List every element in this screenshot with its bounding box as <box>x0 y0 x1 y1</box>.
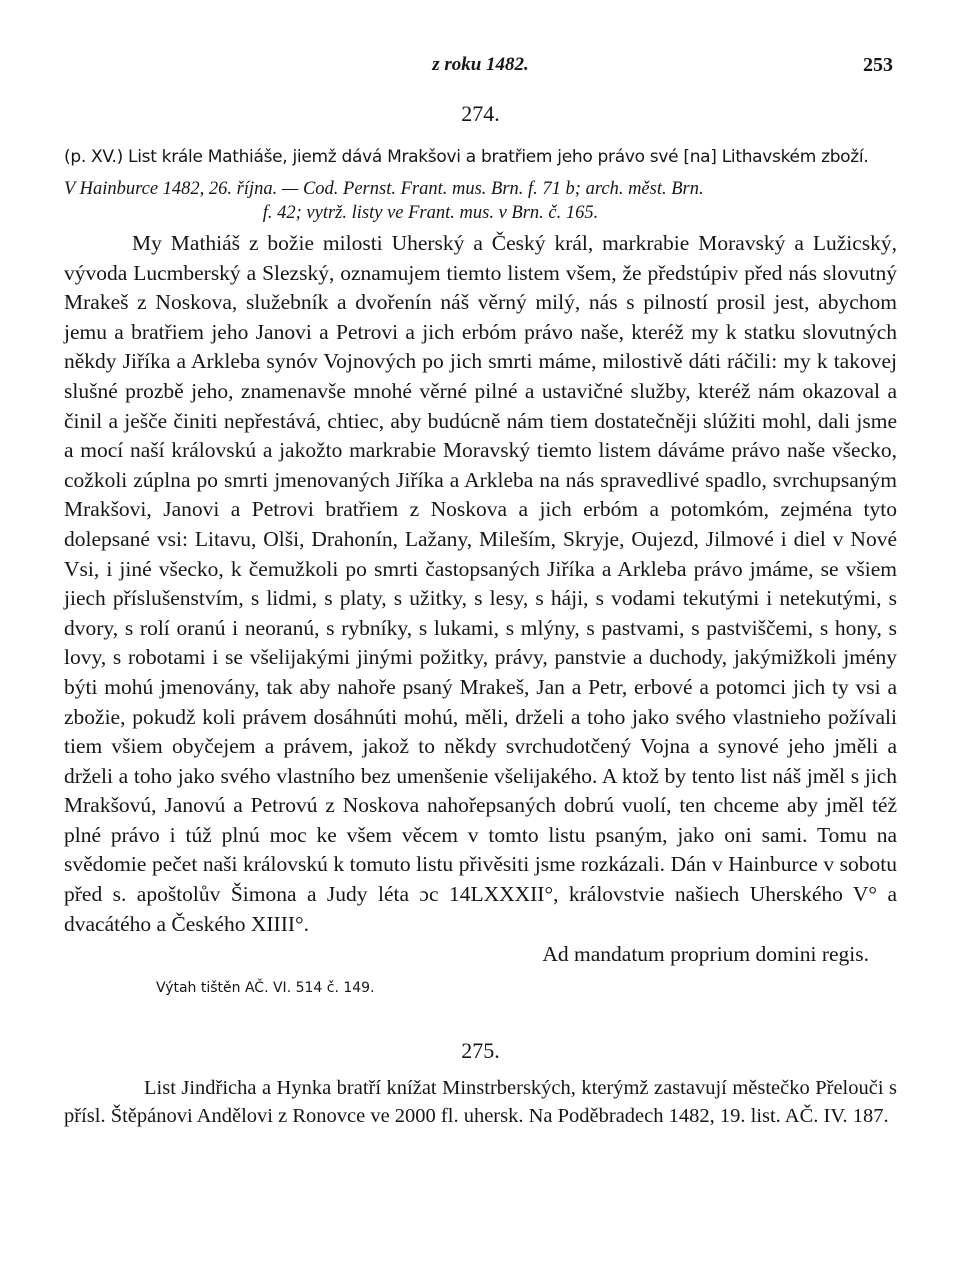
entry-summary: List Jindřicha a Hynka bratří knížat Minstrberských, kterýmž zastavují městečko Přelouči s přísl. Štěpánovi Andělovi z Ronovce ve 2000 fl. uhersk. Na Poděbradech 1482, 19. list. AČ. IV. 187. <box>64 1076 897 1127</box>
running-title: z roku 1482. <box>432 54 529 75</box>
entry-regest: (p. XV.) List krále Mathiáše, jiemž dává Mrakšovi a bratřiem jeho právo své [na] Lithavském zboží. <box>64 147 869 167</box>
source-citation-line-2: f. 42; vytrž. listy ve Frant. mus. v Brn. č. 165. <box>262 203 599 223</box>
entry-number: 275. <box>461 1037 500 1063</box>
print-note: Výtah tištěn AČ. VI. 514 č. 149. <box>156 979 375 996</box>
running-head <box>64 48 897 88</box>
source-citation <box>64 177 897 225</box>
document-entry-274 <box>64 101 897 996</box>
document-entry-275 <box>64 1038 897 1130</box>
page-number: 253 <box>863 54 893 76</box>
book-page <box>64 48 897 1130</box>
charter-text: My Mathiáš z božie milosti Uherský a Český král, markrabie Moravský a Lužicský, vývoda Lucmberský a Slezský, oznamujem tiemto listem všem, že předstúpiv před nás slovutný Mrakeš z Noskova, služebník a dvořenín náš věrný milý, nás s pilností prosil jest, abychom jemu a bratřiem jeho Janovi a Petrovi a jich erbóm právo naše, kteréž my k statku slovutných někdy Jiříka a Arkleba synóv Vojnových po jich smrti máme, milostivě dáti ráčili: my k takovej slušné prozbě jeho, znamenavše mnohé věrné pilné a ustavičné služby, kteréž nám okazoval a činil a ješče činiti nepřestává, chtiec, aby budúcně nám tiem dostatečněji slúžiti mohl, dali jsme a mocí naší královskú a jakožto markrabie Moravský tiemto listem dáváme právo naše všecko, cožkoli zúplna po smrti jmenovaných Jiříka a Arkleba na nás spravedlivé spadlo, svrchupsaným Mrakšovi, Janovi a Petrovi bratřiem z Noskova a jich erbóm a potomkóm, zejména tyto dolepsané vsi: Litavu, Olši, Drahonín, Lažany, Mileším, Skryje, Oujezd, Jilmové i diel v Nové Vsi, i jiné všecko, k čemužkoli po smrti častopsaných Jiříka a Arkleba právo jmáme, se všiem jiech příslušenstvím, s lidmi, s platy, s užitky, s lesy, s háji, s vodami tekutými i netekutými, s dvory, s rolí oranú i neoranú, s rybníky, s lukami, s mlýny, s pastvami, s pastviščemi, s hony, s lovy, s robotami i se všelijakými jinými požitky, právy, panstvie a duchody, jakýmižkoli jmény býti mohú jmenovány, tak aby nahoře psaný Mrakeš, Jan a Petr, erbové a potomci jich ty vsi a zbožie, pokudž koli právem dosáhnúti mohú, měli, drželi a toho jako svého vlastnieho požívali tiem všiem obyčejem a právem, jakož to někdy svrchudotčený Vojna a synové jeho jměli a drželi a toho jako svého vlastního bez umenšenie všelijakého. A ktož by tento list náš jměl s jich Mrakšovú, Janovú a Petrovú z Noskova nahořepsaných dobrú vuolí, ten chceme aby jměl též plné právo i túž plnú moc ke všem věcem v tomto listu psaným, jako oni sami. Tomu na svědomie pečet naši královskú k tomuto listu přivěsiti jsme rozkázali. Dán v Hainburce v sobotu před s. apoštolův Šimona a Judy léta ɔc 14LXXXII°, královstvie našiech Uherského V° a dvacátého a Českého XIIII°. <box>64 231 897 936</box>
closing-formula: Ad mandatum proprium domini regis. <box>542 942 869 967</box>
entry-number: 274. <box>461 101 500 126</box>
source-citation-line-1: V Hainburce 1482, 26. října. — Cod. Pernst. Frant. mus. Brn. f. 71 b; arch. měst. Brn. <box>64 179 704 199</box>
